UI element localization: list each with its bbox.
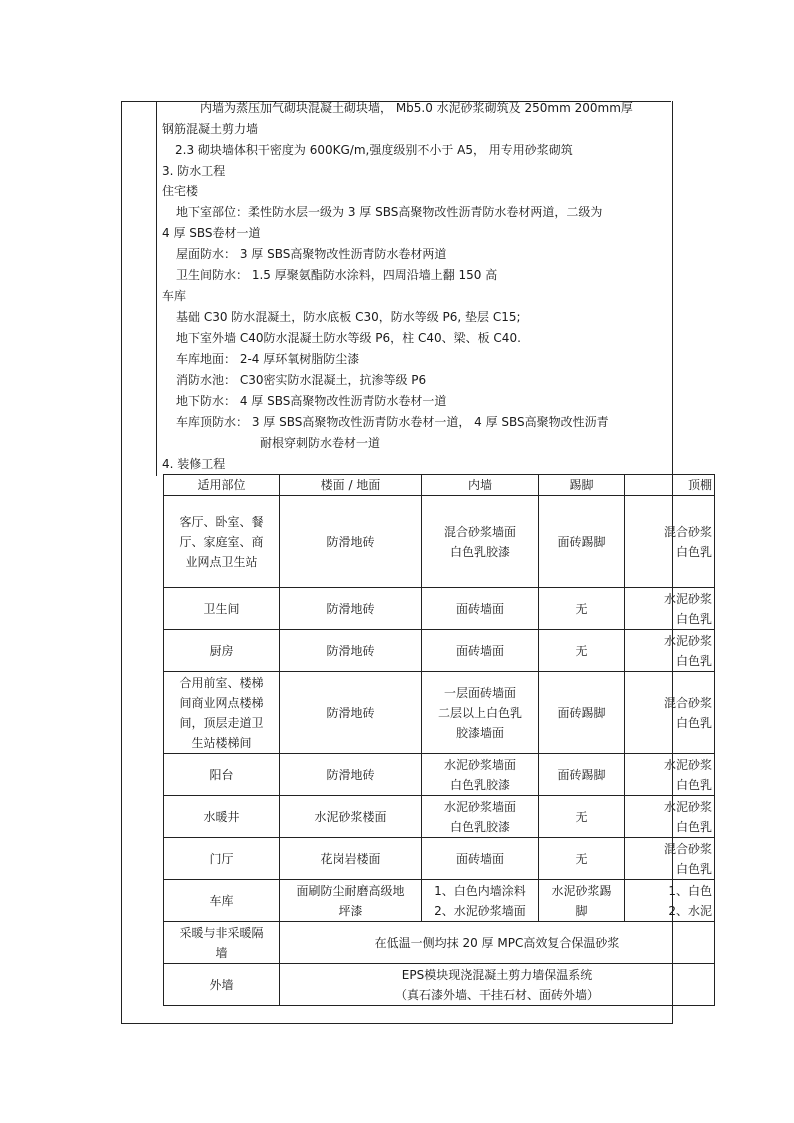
text-line: 内墙为蒸压加气砌块混凝土砌块墙， Mb5.0 水泥砂浆砌筑及 250mm 200mm厚: [200, 101, 633, 115]
cell-text: 合用前室、楼梯: [179, 675, 264, 690]
cell-text: 混合砂浆墙面: [443, 524, 516, 539]
cell-text: 水泥砂浆: [663, 799, 712, 814]
header-location: 适用部位: [164, 475, 280, 496]
table-row: [164, 754, 715, 796]
cell-text: 间，顶层走道卫: [179, 715, 264, 730]
cell-floor: [280, 880, 422, 922]
cell-text: 无: [575, 643, 588, 658]
cell-floor: [280, 838, 422, 880]
cell-inner-wall: [422, 588, 539, 630]
section-heading: 3. 防水工程: [162, 164, 226, 178]
text-line: 地下防水： 4 厚 SBS高聚物改性沥青防水卷材一道: [176, 394, 447, 408]
cell-ceiling: [625, 796, 715, 838]
cell-text: 阳台: [209, 767, 234, 782]
text-line: 消防水池： C30密实防水混凝土，抗渗等级 P6: [176, 373, 427, 387]
table-header-row: [164, 475, 715, 496]
text-line: 4 厚 SBS卷材一道: [162, 226, 261, 240]
header-floor: 楼面 / 地面: [280, 475, 422, 496]
finishes-table: [163, 474, 715, 1006]
cell-text: 白色乳: [675, 611, 712, 626]
cell-text: 白色乳: [675, 861, 712, 876]
cell-text: 防滑地砖: [326, 767, 375, 782]
cell-text: 混合砂浆: [663, 695, 712, 710]
cell-text: 坪漆: [338, 903, 363, 918]
cell-text: 水泥砂浆: [663, 591, 712, 606]
cell-floor: [280, 796, 422, 838]
cell-text: 无: [575, 809, 588, 824]
cell-text: 白色乳: [675, 653, 712, 668]
cell-text: 卫生间: [203, 601, 240, 616]
cell-skirting: [539, 880, 625, 922]
cell-text: 客厅、卧室、餐: [179, 514, 264, 529]
cell-ceiling: [625, 754, 715, 796]
header-skirting: 踢脚: [539, 475, 625, 496]
text-line: 耐根穿刺防水卷材一道: [260, 436, 381, 450]
cell-text: 白色乳: [675, 544, 712, 559]
text-line: 屋面防水： 3 厚 SBS高聚物改性沥青防水卷材两道: [176, 247, 447, 261]
text-line: 地下室部位：柔性防水层一级为 3 厚 SBS高聚物改性沥青防水卷材两道，二级为: [176, 205, 603, 219]
table-body: [164, 496, 715, 1006]
cell-text: 脚: [575, 903, 588, 918]
cell-text: 厨房: [209, 643, 234, 658]
cell-skirting: [539, 588, 625, 630]
cell-text: 面砖墙面: [455, 851, 504, 866]
cell-location: [164, 496, 280, 588]
text-line: 地下室外墙 C40防水混凝土防水等级 P6，柱 C40、梁、板 C40.: [176, 331, 521, 345]
header-inner-wall: 内墙: [422, 475, 539, 496]
cell-text: （真石漆外墙、干挂石材、面砖外墙）: [394, 987, 599, 1002]
cell-location: [164, 838, 280, 880]
table-row: [164, 496, 715, 588]
cell-text: 白色乳胶漆: [449, 777, 510, 792]
cell-inner-wall: [422, 838, 539, 880]
cell-skirting: [539, 838, 625, 880]
cell-ceiling: [625, 496, 715, 588]
text-line: 车库地面： 2-4 厚环氧树脂防尘漆: [176, 352, 360, 366]
span-row-value: [280, 964, 715, 1006]
span-row-label: [164, 922, 280, 964]
cell-text: 生站楼梯间: [191, 735, 252, 750]
cell-text: 面刷防尘耐磨高级地: [296, 883, 405, 898]
cell-text: 混合砂浆: [663, 841, 712, 856]
cell-text: 门厅: [209, 851, 234, 866]
cell-skirting: [539, 754, 625, 796]
text-line: 基础 C30 防水混凝土，防水底板 C30，防水等级 P6, 垫层 C15;: [176, 310, 521, 324]
table-span-row: [164, 964, 715, 1006]
cell-location: [164, 672, 280, 754]
cell-location: [164, 630, 280, 672]
cell-location: [164, 754, 280, 796]
cell-text: 2、水泥: [668, 903, 712, 918]
table-row: [164, 672, 715, 754]
cell-text: 混合砂浆: [663, 524, 712, 539]
cell-text: 水泥砂浆墙面: [443, 799, 516, 814]
cell-text: 2、水泥砂浆墙面: [434, 903, 526, 918]
cell-text: 防滑地砖: [326, 705, 375, 720]
text-line: 2.3 砌块墙体积干密度为 600KG/m,强度级别不小于 A5， 用专用砂浆砌筑: [175, 143, 573, 157]
table-row: [164, 796, 715, 838]
cell-text: 间商业网点楼梯: [179, 695, 264, 710]
cell-ceiling: [625, 672, 715, 754]
cell-text: 防滑地砖: [326, 534, 375, 549]
section-heading: 4. 装修工程: [162, 457, 226, 471]
cell-inner-wall: [422, 880, 539, 922]
cell-text: 一层面砖墙面: [443, 685, 516, 700]
cell-text: 面砖墙面: [455, 643, 504, 658]
cell-skirting: [539, 796, 625, 838]
cell-text: 1、白色: [668, 883, 712, 898]
cell-text: 厅、家庭室、商: [179, 534, 264, 549]
cell-text: 水泥砂浆墙面: [443, 757, 516, 772]
cell-text: 面砖踢脚: [557, 767, 606, 782]
span-row-value: [280, 922, 715, 964]
cell-location: [164, 880, 280, 922]
cell-location: [164, 588, 280, 630]
cell-floor: [280, 630, 422, 672]
cell-text: EPS模块现浇混凝土剪力墙保温系统: [401, 967, 593, 982]
table-row: [164, 838, 715, 880]
cell-ceiling: [625, 880, 715, 922]
text-line: 车库顶防水： 3 厚 SBS高聚物改性沥青防水卷材一道， 4 厚 SBS高聚物改性沥青: [176, 415, 609, 429]
cell-text: 白色乳胶漆: [449, 544, 510, 559]
cell-text: 面砖踢脚: [557, 705, 606, 720]
cell-inner-wall: [422, 630, 539, 672]
cell-text: 二层以上白色乳: [437, 705, 522, 720]
cell-ceiling: [625, 630, 715, 672]
table-row: [164, 880, 715, 922]
cell-floor: [280, 754, 422, 796]
cell-text: 水泥砂浆: [663, 633, 712, 648]
cell-text: 水泥砂浆: [663, 757, 712, 772]
frame-inner-divider: [156, 101, 157, 476]
cell-inner-wall: [422, 672, 539, 754]
cell-text: 白色乳: [675, 777, 712, 792]
cell-inner-wall: [422, 754, 539, 796]
cell-text: 防滑地砖: [326, 643, 375, 658]
table-row: [164, 630, 715, 672]
header-ceiling: 顶棚: [625, 475, 715, 496]
cell-text: 胶漆墙面: [455, 725, 504, 740]
cell-text: 外墙: [209, 977, 234, 992]
span-row-label: [164, 964, 280, 1006]
subsection-heading: 车库: [162, 289, 187, 303]
cell-skirting: [539, 672, 625, 754]
cell-text: 在低温一侧均抹 20 厚 MPC高效复合保温砂浆: [374, 935, 620, 950]
cell-inner-wall: [422, 496, 539, 588]
cell-text: 采暖与非采暖隔: [179, 925, 264, 940]
cell-ceiling: [625, 838, 715, 880]
cell-floor: [280, 588, 422, 630]
cell-text: 白色乳: [675, 715, 712, 730]
cell-text: 面砖墙面: [455, 601, 504, 616]
cell-text: 水泥砂浆楼面: [314, 809, 387, 824]
cell-text: 白色乳: [675, 819, 712, 834]
subsection-heading: 住宅楼: [162, 184, 199, 198]
cell-ceiling: [625, 588, 715, 630]
cell-skirting: [539, 496, 625, 588]
cell-text: 无: [575, 601, 588, 616]
cell-text: 花岗岩楼面: [320, 851, 381, 866]
cell-text: 业网点卫生站: [185, 554, 258, 569]
text-line: 卫生间防水： 1.5 厚聚氨酯防水涂料，四周沿墙上翻 150 高: [176, 268, 498, 282]
cell-inner-wall: [422, 796, 539, 838]
cell-text: 无: [575, 851, 588, 866]
cell-floor: [280, 672, 422, 754]
text-line: 钢筋混凝土剪力墙: [162, 122, 259, 136]
cell-skirting: [539, 630, 625, 672]
table-row: [164, 588, 715, 630]
cell-text: 1、白色内墙涂料: [434, 883, 526, 898]
cell-text: 水暖井: [203, 809, 240, 824]
cell-text: 白色乳胶漆: [449, 819, 510, 834]
cell-floor: [280, 496, 422, 588]
cell-location: [164, 796, 280, 838]
cell-text: 墙: [215, 945, 228, 960]
table-span-row: [164, 922, 715, 964]
cell-text: 车库: [209, 893, 234, 908]
cell-text: 水泥砂浆踢: [551, 883, 612, 898]
cell-text: 面砖踢脚: [557, 534, 606, 549]
cell-text: 防滑地砖: [326, 601, 375, 616]
